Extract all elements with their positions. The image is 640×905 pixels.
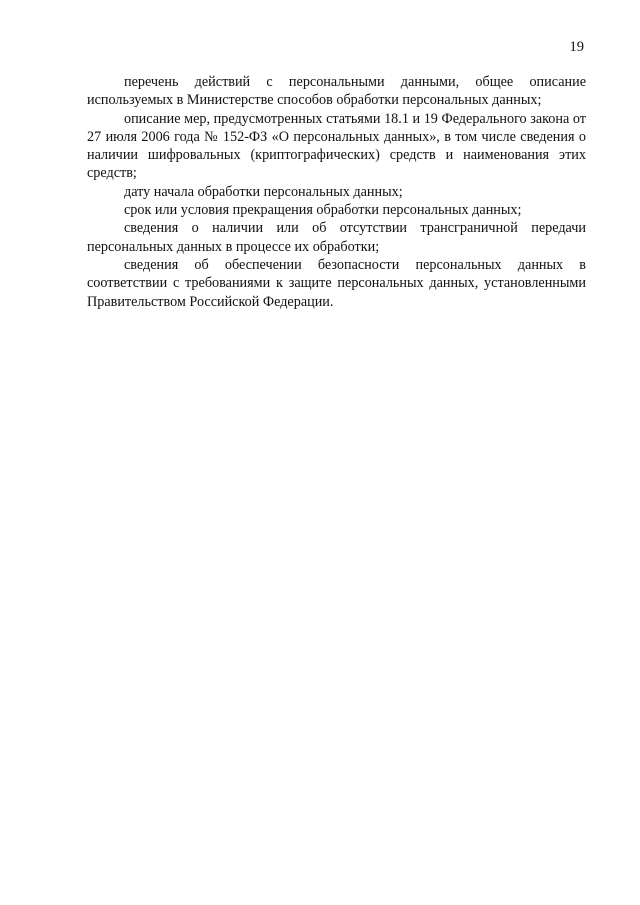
page-number: 19: [569, 39, 584, 55]
document-body: [87, 73, 586, 311]
paragraph-processing-termination: срок или условия прекращения обработки персональных данных;: [124, 202, 522, 219]
paragraph-measures-description: описание мер, предусмотренных статьями 18.1 и 19 Федерального закона от 27 июля 2006 года № 152-ФЗ «О персональных данных», в том числе сведения о наличии шифровальных (криптографических) средств и наименования этих средств;: [87, 110, 586, 182]
paragraph-processing-start-date: дату начала обработки персональных данных;: [124, 183, 403, 200]
paragraph-security-provisions: сведения об обеспечении безопасности персональных данных в соответствии с требованиями к защите персональных данных, установленными Правительством Российской Федерации.: [87, 256, 586, 310]
paragraph-cross-border-transfer: сведения о наличии или об отсутствии трансграничной передачи персональных данных в процессе их обработки;: [87, 220, 586, 255]
paragraph-actions-list: перечень действий с персональными данными, общее описание используемых в Министерстве способов обработки персональных данных;: [87, 74, 586, 109]
